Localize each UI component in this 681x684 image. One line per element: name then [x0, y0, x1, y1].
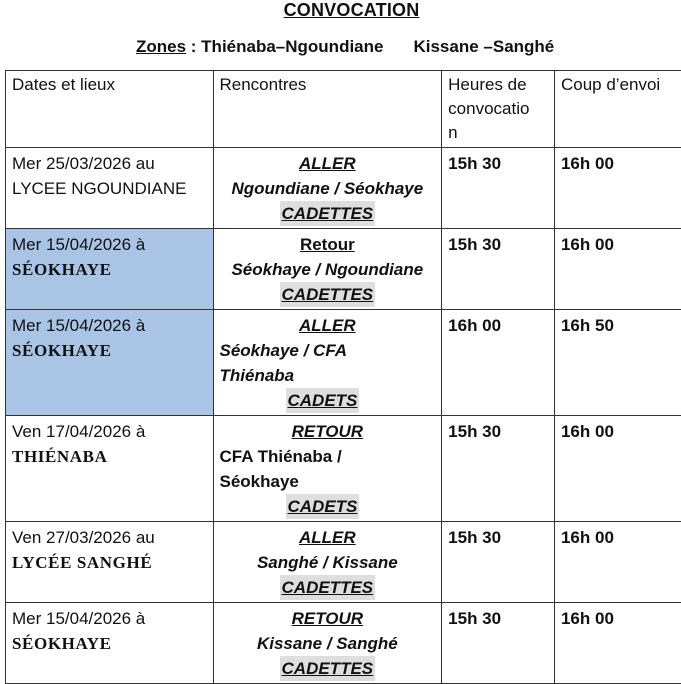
match-leg: ALLER — [220, 151, 436, 176]
cell-convocation: 15h 30 — [442, 603, 555, 684]
cell-rencontre — [213, 229, 442, 310]
match-leg: ALLER — [220, 525, 436, 550]
cell-date-lieu — [6, 310, 214, 416]
header-coup-envoi: Coup d’envoi — [554, 71, 681, 148]
table-row — [6, 148, 681, 229]
match-place: SÉOKHAYE — [12, 257, 207, 282]
match-category: CADETTES — [280, 201, 376, 226]
match-category: CADETTES — [280, 282, 376, 307]
cell-convocation: 15h 30 — [442, 229, 555, 310]
schedule-table — [5, 70, 681, 684]
match-teams: Séokhaye / CFA Thiénaba — [220, 338, 370, 388]
cell-rencontre — [213, 310, 442, 416]
cell-coup-envoi: 16h 00 — [554, 229, 681, 310]
match-leg: RETOUR — [220, 606, 436, 631]
match-place: SÉOKHAYE — [12, 631, 207, 656]
match-date: Mer 15/04/2026 à — [12, 313, 207, 338]
cell-date-lieu — [6, 148, 214, 229]
match-date: Ven 17/04/2026 à — [12, 419, 207, 444]
match-category: CADETTES — [280, 656, 376, 681]
cell-date-lieu — [6, 522, 214, 603]
cell-date-lieu — [6, 416, 214, 522]
match-leg: Retour — [220, 232, 436, 257]
zone-1: Thiénaba–Ngoundiane — [201, 37, 383, 56]
cell-rencontre — [213, 522, 442, 603]
match-teams: Kissane / Sanghé — [220, 631, 436, 656]
match-teams: CFA Thiénaba / Séokhaye — [220, 444, 370, 494]
cell-rencontre — [213, 416, 442, 522]
match-place: LYCÉE SANGHÉ — [12, 550, 207, 575]
document-title: CONVOCATION — [0, 0, 681, 21]
table-row — [6, 416, 681, 522]
match-place: SÉOKHAYE — [12, 338, 207, 363]
header-dates-lieux: Dates et lieux — [6, 71, 214, 148]
cell-coup-envoi: 16h 00 — [554, 416, 681, 522]
zones-line — [136, 37, 554, 57]
match-teams: Ngoundiane / Séokhaye — [220, 176, 436, 201]
cell-date-lieu — [6, 603, 214, 684]
zones-label: Zones — [136, 37, 186, 56]
cell-coup-envoi: 16h 00 — [554, 148, 681, 229]
match-category: CADETTES — [280, 575, 376, 600]
match-place: LYCEE NGOUNDIANE — [12, 176, 207, 201]
match-date: Mer 15/04/2026 à — [12, 606, 207, 631]
cell-convocation: 15h 30 — [442, 148, 555, 229]
cell-coup-envoi: 16h 00 — [554, 603, 681, 684]
header-heures-convocation: Heures de convocation — [442, 71, 555, 148]
header-rencontres: Rencontres — [213, 71, 442, 148]
cell-convocation: 15h 30 — [442, 416, 555, 522]
match-teams: Sanghé / Kissane — [220, 550, 436, 575]
table-row — [6, 229, 681, 310]
cell-date-lieu — [6, 229, 214, 310]
match-date: Mer 25/03/2026 au — [12, 151, 207, 176]
match-teams: Séokhaye / Ngoundiane — [220, 257, 436, 282]
match-place: THIÉNABA — [12, 444, 207, 469]
match-date: Ven 27/03/2026 au — [12, 525, 207, 550]
cell-coup-envoi: 16h 50 — [554, 310, 681, 416]
cell-convocation: 15h 30 — [442, 522, 555, 603]
match-leg: ALLER — [220, 313, 436, 338]
cell-rencontre — [213, 148, 442, 229]
zones-separator: : — [186, 37, 201, 56]
table-row — [6, 522, 681, 603]
table-row — [6, 603, 681, 684]
match-category: CADETS — [286, 494, 360, 519]
match-date: Mer 15/04/2026 à — [12, 232, 207, 257]
zone-2: Kissane –Sanghé — [413, 37, 554, 56]
cell-rencontre — [213, 603, 442, 684]
table-row — [6, 310, 681, 416]
match-leg: RETOUR — [220, 419, 436, 444]
cell-coup-envoi: 16h 00 — [554, 522, 681, 603]
table-header-row — [6, 71, 681, 148]
cell-convocation: 16h 00 — [442, 310, 555, 416]
match-category: CADETS — [286, 388, 360, 413]
